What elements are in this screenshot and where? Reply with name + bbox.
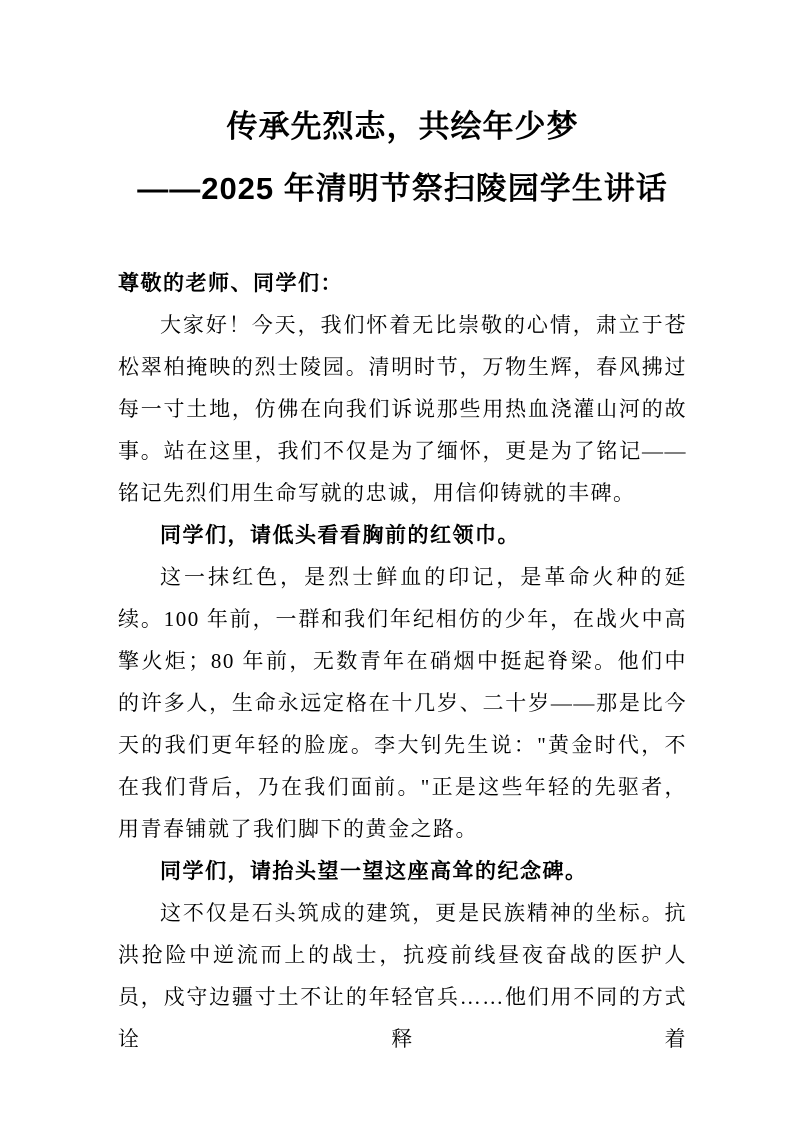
section-heading-paragraph: 同学们，请抬头望一望这座高耸的纪念碑。 <box>160 859 588 883</box>
document-subtitle: ——2025 年清明节祭扫陵园学生讲话 <box>137 171 668 206</box>
paragraph-list <box>118 304 687 1060</box>
body-paragraph: 大家好！今天，我们怀着无比崇敬的心情，肃立于苍松翠柏掩映的烈士陵园。清明时节，万物生辉，春风拂过每一寸土地，仿佛在向我们诉说那些用热血浇灌山河的故事。站在这里，我们不仅是为了缅怀，更是为了铭记——铭记先烈们用生命写就的忠诚，用信仰铸就的丰碑。 <box>118 313 687 505</box>
document-title: 传承先烈志，共绘年少梦 <box>226 109 579 144</box>
body-paragraph: 这不仅是石头筑成的建筑，更是民族精神的坐标。抗洪抢险中逆流而上的战士，抗疫前线昼夜奋战的医护人员，戍守边疆寸土不让的年轻官兵……他们用不同的方式诠释着 <box>118 901 687 1051</box>
section-heading-paragraph: 同学们，请低头看看胸前的红领巾。 <box>160 523 520 547</box>
salutation: 尊敬的老师、同学们： <box>118 271 343 295</box>
document-body <box>118 262 687 1060</box>
body-paragraph: 这一抹红色，是烈士鲜血的印记，是革命火种的延续。100 年前，一群和我们年纪相仿的少年，在战火中高擎火炬；80 年前，无数青年在硝烟中挺起脊梁。他们中的许多人，生命永远定格在十几岁、二十岁——那是比今天的我们更年轻的脸庞。李大钊先生说："黄金时代，不在我们背后，乃在我们面前。"正是这些年轻的先驱者，用青春铺就了我们脚下的黄金之路。 <box>118 565 687 841</box>
